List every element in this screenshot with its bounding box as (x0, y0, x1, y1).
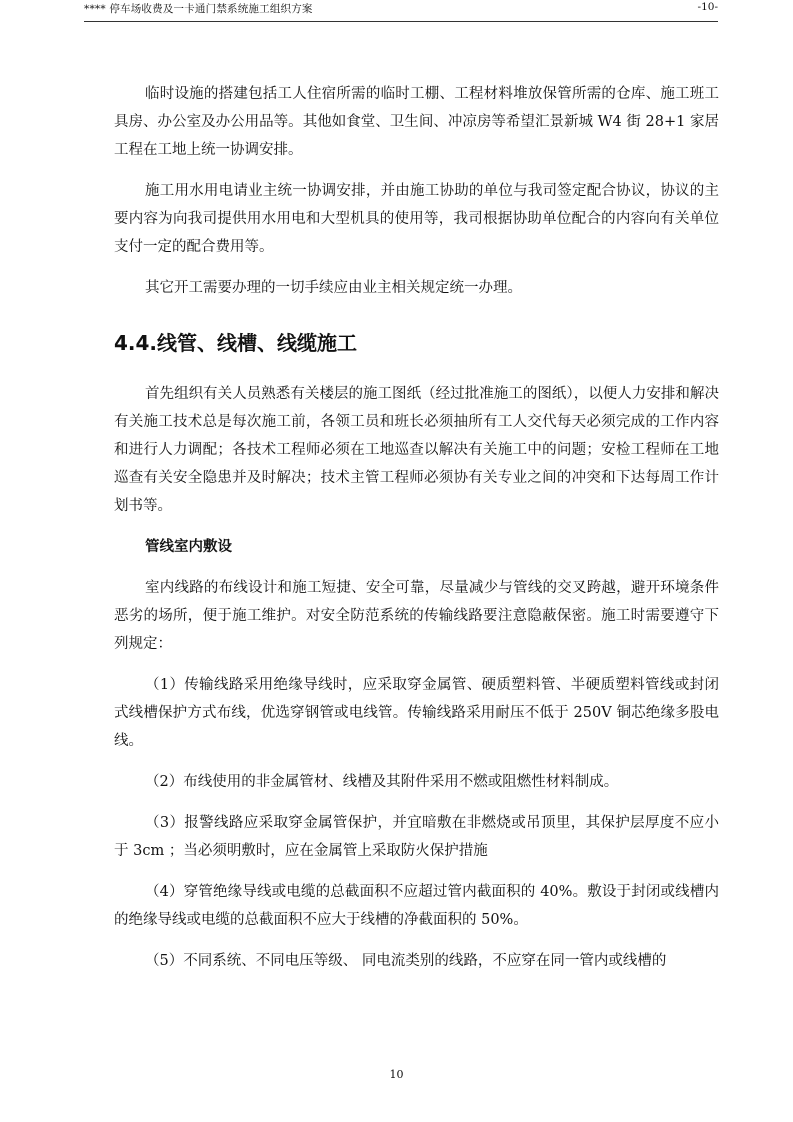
header-page-label: -10- (697, 1, 718, 13)
paragraph-temporary-facilities: 临时设施的搭建包括工人住宿所需的临时工棚、工程材料堆放保管所需的仓库、施工班工具房、办公室及办公用品等。其他如食堂、卫生间、冲凉房等希望汇景新城 W4 街 28+1 家居工程在工地上统一协调安排。 (114, 86, 719, 158)
section-intro-paragraph: 首先组织有关人员熟悉有关楼层的施工图纸（经过批准施工的图纸），以便人力安排和解决有关施工技术总是每次施工前，各领工员和班长必须抽所有工人交代每天必须完成的工作内容和进行人力调配；各技术工程师必须在工地巡查以解决有关施工中的问题；安检工程师在工地巡查有关安全隐患并及时解决；技术主管工程师必须协有关专业之间的冲突和下达每周工作计划书等。 (114, 386, 719, 514)
paragraph-procedures: 其它开工需要办理的一切手续应由业主相关规定统一办理。 (145, 280, 522, 296)
rule-item: （2）布线使用的非金属管材、线槽及其附件采用不燃或阻燃性材料制成。 (145, 774, 619, 790)
rule-item: （3）报警线路应采取穿金属管保护，并宜暗敷在非燃烧或吊顶里，其保护层厚度不应小于 3cm ；当必须明敷时，应在金属管上采取防火保护措施 (114, 815, 719, 859)
section-heading: 4.4.线管、线槽、线缆施工 (114, 331, 358, 355)
rule-item: （4）穿管绝缘导线或电缆的总截面积不应超过管内截面积的 40%。敷设于封闭或线槽内的绝缘导线或电缆的总截面积不应大于线槽的净截面积的 50%。 (114, 884, 719, 928)
rule-item: （1）传输线路采用绝缘导线时，应采取穿金属管、硬质塑料管、半硬质塑料管线或封闭式线槽保护方式布线，优选穿钢管或电线管。传输线路采用耐压不低于 250V 铜芯绝缘多股电线。 (114, 677, 719, 749)
rule-item: （5）不同系统、不同电压等级、 同电流类别的线路，不应穿在同一管内或线槽的 (145, 953, 667, 969)
page-header (84, 0, 718, 22)
paragraph-water-electricity: 施工用水用电请业主统一协调安排，并由施工协助的单位与我司签定配合协议，协议的主要内容为向我司提供用水用电和大型机具的使用等，我司根据协助单位配合的内容向有关单位支付一定的配合费用等。 (114, 183, 719, 255)
subsection-heading: 管线室内敷设 (145, 539, 232, 555)
footer-page-number: 10 (389, 1068, 404, 1081)
subsection-intro-paragraph: 室内线路的布线设计和施工短捷、安全可靠，尽量减少与管线的交叉跨越，避开环境条件恶劣的场所，便于施工维护。对安全防范系统的传输线路要注意隐蔽保密。施工时需要遵守下列规定： (114, 580, 719, 652)
document-title: **** 停车场收费及一卡通门禁系统施工组织方案 (84, 3, 313, 15)
page-body (114, 80, 719, 988)
